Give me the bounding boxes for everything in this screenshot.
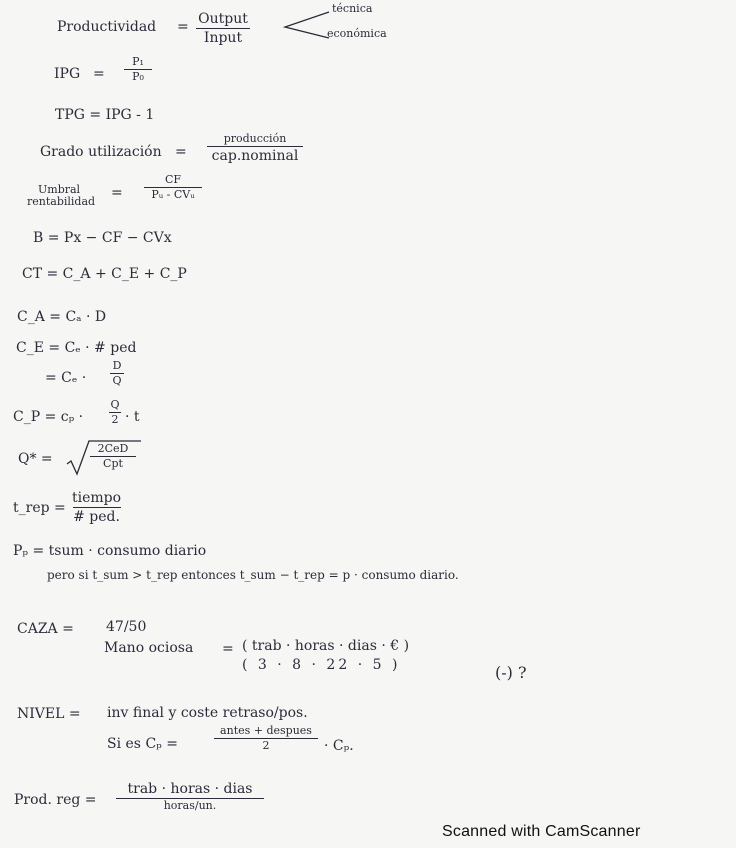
fraction-denominator: horas/un.	[163, 799, 217, 812]
productividad-label: Productividad	[57, 19, 157, 35]
tpg-formula: TPG = IPG - 1	[55, 107, 155, 123]
equals-sign: =	[222, 641, 234, 657]
trep-lhs: t_rep =	[13, 500, 66, 516]
fraction-bar	[196, 28, 250, 29]
pp-condition: pero si t_sum > t_rep entonces t_sum − t_rep = p · consumo diario.	[47, 568, 459, 582]
ca-formula: C_A = Cₐ · D	[17, 309, 107, 325]
fraction-numerator: D	[112, 359, 122, 372]
fraction-denominator: Cpt	[103, 457, 123, 470]
fraction-numerator: Output	[198, 11, 248, 27]
fraction-numerator: trab · horas · dias	[127, 781, 253, 797]
fraction-bar	[207, 146, 303, 147]
equals-sign: =	[111, 185, 123, 201]
equals-sign: =	[93, 66, 105, 82]
ipg-label: IPG	[54, 66, 81, 82]
mano-ociosa-values: ( 3 · 8 · 22 · 5 )	[242, 657, 401, 673]
grado-label: Grado utilización	[40, 144, 162, 160]
fraction-denominator: Pᵤ - CVᵤ	[151, 188, 195, 201]
nivel-rhs: · Cₚ.	[324, 738, 354, 754]
caza-value: 47/50	[106, 619, 147, 635]
mano-ociosa-expr: ( trab · horas · dias · € )	[242, 638, 410, 654]
nivel-text: inv final y coste retraso/pos.	[107, 705, 308, 721]
prodreg-lhs: Prod. reg =	[14, 792, 97, 808]
fraction-numerator: Q	[110, 398, 120, 411]
ce-alt-lhs: = Cₑ ·	[45, 370, 87, 386]
cp-lhs: C_P = cₚ ·	[13, 409, 84, 425]
nivel-si-es: Si es Cₚ =	[107, 736, 178, 752]
umbral-label-line2: rentabilidad	[27, 195, 96, 208]
equals-sign: =	[175, 144, 187, 160]
caza-lhs: CAZA =	[17, 621, 74, 637]
camscanner-watermark: Scanned with CamScanner	[442, 823, 641, 840]
qstar-lhs: Q* =	[18, 451, 53, 467]
ce-alt-fraction	[110, 360, 124, 387]
branch-tecnica: técnica	[332, 2, 373, 15]
productividad-fraction	[196, 11, 250, 46]
fraction-numerator: CF	[164, 173, 182, 186]
fraction-numerator: producción	[223, 132, 287, 145]
ct-formula: CT = C_A + C_E + C_P	[22, 266, 187, 282]
fraction-bar	[73, 507, 121, 508]
cp-rhs: · t	[125, 409, 140, 425]
fraction-numerator: tiempo	[72, 490, 122, 506]
fraction-denominator: # ped.	[73, 509, 120, 525]
branch-bracket	[283, 10, 331, 40]
cp-fraction	[109, 399, 121, 426]
nivel-lhs: NIVEL =	[17, 706, 81, 722]
fraction-denominator: 2	[262, 739, 270, 752]
fraction-numerator: antes + despues	[220, 724, 312, 737]
nivel-fraction	[214, 725, 318, 752]
fraction-numerator: P₁	[132, 55, 144, 68]
equals-sign: =	[177, 19, 189, 35]
branch-economica: económica	[327, 27, 387, 40]
umbral-fraction	[144, 174, 202, 201]
fraction-denominator: cap.nominal	[211, 148, 299, 164]
mano-ociosa-label: Mano ociosa	[104, 640, 194, 656]
margin-note: (-) ?	[495, 663, 527, 682]
fraction-denominator: Q	[112, 374, 122, 387]
ipg-fraction	[124, 56, 152, 83]
fraction-denominator: 2	[111, 413, 119, 426]
prodreg-fraction	[116, 781, 264, 812]
umbral-label-line1: Umbral	[38, 183, 81, 196]
ce-formula: C_E = Cₑ · # ped	[16, 340, 137, 356]
fraction-denominator: P₀	[132, 70, 144, 83]
beneficio-formula: B = Px − CF − CVx	[33, 230, 172, 246]
trep-fraction	[72, 490, 121, 525]
fraction-numerator: 2CeD	[97, 442, 129, 455]
pp-formula: Pₚ = tsum · consumo diario	[13, 543, 207, 559]
fraction-denominator: Input	[203, 30, 243, 46]
grado-fraction	[207, 133, 303, 164]
qstar-fraction	[90, 443, 136, 470]
